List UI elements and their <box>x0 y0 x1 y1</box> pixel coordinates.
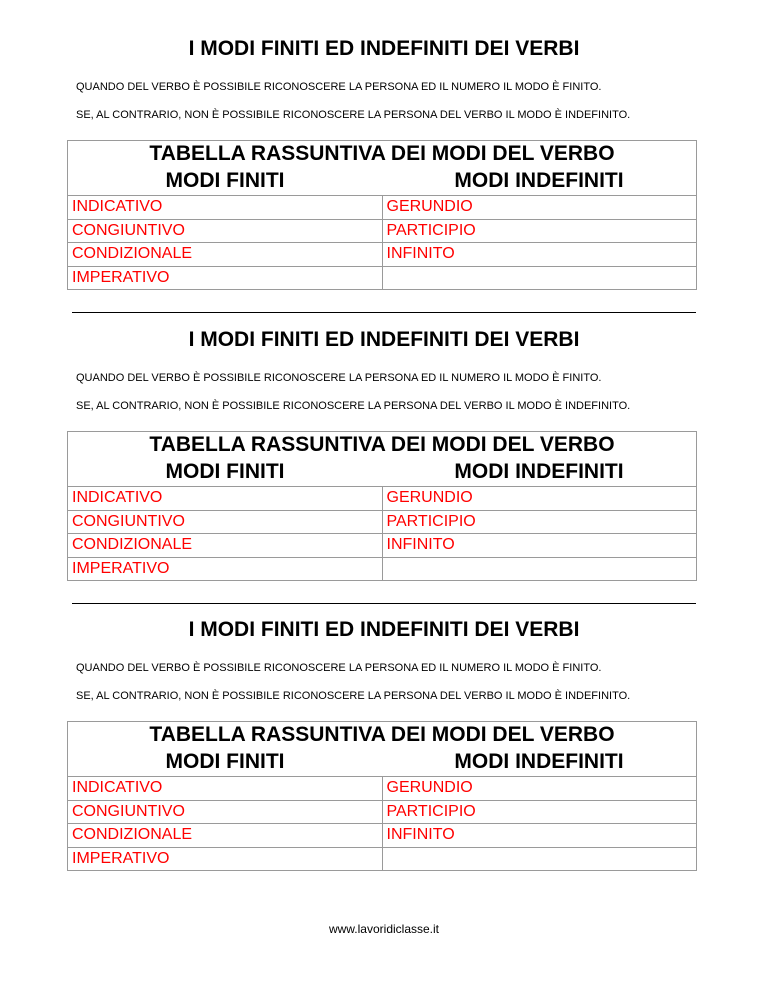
column-header-indefiniti: MODI INDEFINITI <box>382 749 697 777</box>
indefiniti-cell: GERUNDIO <box>382 196 697 219</box>
summary-table <box>67 140 697 290</box>
worksheet-section <box>0 327 768 617</box>
table-row <box>68 510 697 533</box>
table-row <box>68 487 697 510</box>
indefiniti-cell <box>382 266 697 290</box>
definition-finite: QUANDO DEL VERBO È POSSIBILE RICONOSCERE LA PERSONA ED IL NUMERO IL MODO È FINITO. <box>76 372 602 384</box>
finiti-cell: INDICATIVO <box>68 196 383 219</box>
indefiniti-cell <box>382 847 697 871</box>
definition-finite: QUANDO DEL VERBO È POSSIBILE RICONOSCERE LA PERSONA ED IL NUMERO IL MODO È FINITO. <box>76 662 602 674</box>
table-row <box>68 557 697 581</box>
table-row <box>68 266 697 290</box>
summary-table <box>67 721 697 871</box>
definition-indefinite: SE, AL CONTRARIO, NON È POSSIBILE RICONOSCERE LA PERSONA DEL VERBO IL MODO È INDEFINITO. <box>76 690 631 702</box>
column-header-finiti: MODI FINITI <box>68 459 383 487</box>
column-header-finiti: MODI FINITI <box>68 168 383 196</box>
table-title: TABELLA RASSUNTIVA DEI MODI DEL VERBO <box>68 432 697 459</box>
indefiniti-cell: PARTICIPIO <box>382 800 697 823</box>
finiti-cell: CONDIZIONALE <box>68 824 383 847</box>
finiti-cell: CONDIZIONALE <box>68 243 383 266</box>
section-heading: I MODI FINITI ED INDEFINITI DEI VERBI <box>188 37 580 60</box>
finiti-cell: CONGIUNTIVO <box>68 510 383 533</box>
worksheet-section <box>0 36 768 326</box>
table-row <box>68 824 697 847</box>
section-divider <box>72 312 696 313</box>
finiti-cell: INDICATIVO <box>68 487 383 510</box>
table-title: TABELLA RASSUNTIVA DEI MODI DEL VERBO <box>68 141 697 168</box>
table-row <box>68 800 697 823</box>
indefiniti-cell: INFINITO <box>382 824 697 847</box>
definition-finite: QUANDO DEL VERBO È POSSIBILE RICONOSCERE LA PERSONA ED IL NUMERO IL MODO È FINITO. <box>76 81 602 93</box>
section-heading: I MODI FINITI ED INDEFINITI DEI VERBI <box>188 618 580 641</box>
finiti-cell: IMPERATIVO <box>68 847 383 871</box>
finiti-cell: CONGIUNTIVO <box>68 219 383 242</box>
indefiniti-cell: INFINITO <box>382 534 697 557</box>
table-row <box>68 777 697 800</box>
table-row <box>68 847 697 871</box>
indefiniti-cell: PARTICIPIO <box>382 219 697 242</box>
indefiniti-cell: GERUNDIO <box>382 487 697 510</box>
indefiniti-cell <box>382 557 697 581</box>
footer-website: www.lavoridiclasse.it <box>328 922 440 936</box>
table-row <box>68 196 697 219</box>
column-header-indefiniti: MODI INDEFINITI <box>382 459 697 487</box>
finiti-cell: CONGIUNTIVO <box>68 800 383 823</box>
finiti-cell: INDICATIVO <box>68 777 383 800</box>
section-divider <box>72 603 696 604</box>
column-header-finiti: MODI FINITI <box>68 749 383 777</box>
indefiniti-cell: INFINITO <box>382 243 697 266</box>
finiti-cell: IMPERATIVO <box>68 557 383 581</box>
definition-indefinite: SE, AL CONTRARIO, NON È POSSIBILE RICONOSCERE LA PERSONA DEL VERBO IL MODO È INDEFINITO. <box>76 400 631 412</box>
section-heading: I MODI FINITI ED INDEFINITI DEI VERBI <box>188 328 580 351</box>
table-row <box>68 243 697 266</box>
finiti-cell: CONDIZIONALE <box>68 534 383 557</box>
finiti-cell: IMPERATIVO <box>68 266 383 290</box>
definition-indefinite: SE, AL CONTRARIO, NON È POSSIBILE RICONOSCERE LA PERSONA DEL VERBO IL MODO È INDEFINITO. <box>76 109 631 121</box>
indefiniti-cell: GERUNDIO <box>382 777 697 800</box>
column-header-indefiniti: MODI INDEFINITI <box>382 168 697 196</box>
worksheet-section <box>0 617 768 907</box>
table-title: TABELLA RASSUNTIVA DEI MODI DEL VERBO <box>68 722 697 749</box>
indefiniti-cell: PARTICIPIO <box>382 510 697 533</box>
table-row <box>68 219 697 242</box>
table-row <box>68 534 697 557</box>
summary-table <box>67 431 697 581</box>
